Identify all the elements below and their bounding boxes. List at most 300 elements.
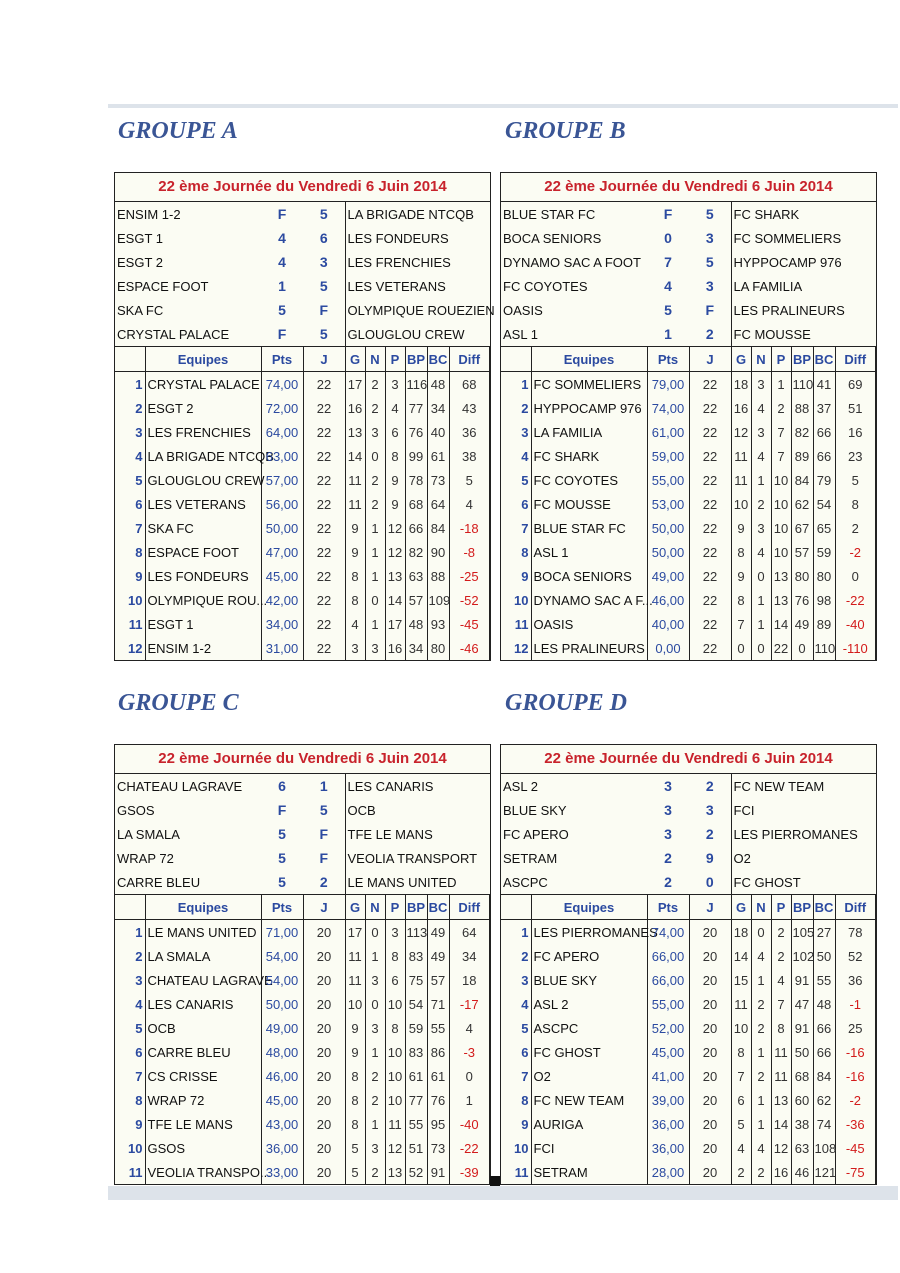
- team-name: OLYMPIQUE ROU...: [145, 588, 261, 612]
- losses: 10: [771, 492, 791, 516]
- away-team: VEOLIA TRANSPORT: [345, 846, 490, 870]
- away-team: LES FRENCHIES: [345, 250, 490, 274]
- standings-row: [115, 588, 490, 612]
- away-team: FC NEW TEAM: [731, 774, 876, 798]
- rank: 5: [501, 468, 531, 492]
- goal-diff: -52: [449, 588, 490, 612]
- column-header: Pts: [647, 347, 689, 372]
- goals-for: 0: [791, 636, 813, 660]
- team-name: LES CANARIS: [145, 992, 261, 1016]
- team-name: DYNAMO SAC A F...: [531, 588, 647, 612]
- wins: 7: [731, 1064, 751, 1088]
- wins: 4: [345, 612, 365, 636]
- column-header: Equipes: [145, 347, 261, 372]
- team-name: ENSIM 1-2: [145, 636, 261, 660]
- match-row: [501, 798, 876, 822]
- goals-against: 108: [813, 1136, 835, 1160]
- points: 59,00: [647, 444, 689, 468]
- goal-diff: 8: [835, 492, 876, 516]
- losses: 10: [385, 1040, 405, 1064]
- played: 20: [303, 1160, 345, 1184]
- away-score: 5: [705, 206, 714, 222]
- losses: 8: [385, 1016, 405, 1040]
- points: 50,00: [261, 992, 303, 1016]
- goal-diff: -110: [835, 636, 876, 660]
- goal-diff: -40: [835, 612, 876, 636]
- losses: 14: [385, 588, 405, 612]
- draws: 2: [365, 1064, 385, 1088]
- rank: 9: [115, 1112, 145, 1136]
- rank: 7: [501, 516, 531, 540]
- rank: 3: [501, 420, 531, 444]
- match-row: [115, 226, 490, 250]
- goal-diff: 23: [835, 444, 876, 468]
- goals-for: 46: [791, 1160, 813, 1184]
- team-name: FC APERO: [531, 944, 647, 968]
- goals-for: 62: [791, 492, 813, 516]
- away-score: 5: [319, 802, 328, 818]
- played: 20: [303, 920, 345, 945]
- match-row: [115, 774, 490, 798]
- home-team: BLUE SKY: [503, 802, 567, 818]
- goals-against: 62: [813, 1088, 835, 1112]
- matchday-header: 22 ème Journée du Vendredi 6 Juin 2014: [501, 173, 876, 202]
- goals-for: 76: [791, 588, 813, 612]
- losses: 22: [771, 636, 791, 660]
- points: 61,00: [647, 420, 689, 444]
- goals-for: 82: [405, 540, 427, 564]
- draws: 2: [751, 1016, 771, 1040]
- goal-diff: -45: [835, 1136, 876, 1160]
- losses: 3: [385, 920, 405, 945]
- draws: 1: [751, 1088, 771, 1112]
- team-name: BLUE SKY: [531, 968, 647, 992]
- rank: 5: [115, 468, 145, 492]
- match-row: [501, 226, 876, 250]
- goals-for: 82: [791, 420, 813, 444]
- goal-diff: -8: [449, 540, 490, 564]
- away-team: FCI: [731, 798, 876, 822]
- goals-against: 80: [813, 564, 835, 588]
- played: 22: [689, 372, 731, 397]
- matches-table: [115, 202, 495, 346]
- match-row: [115, 202, 490, 226]
- column-header: Equipes: [531, 347, 647, 372]
- goals-for: 49: [791, 612, 813, 636]
- wins: 5: [345, 1160, 365, 1184]
- losses: 4: [771, 968, 791, 992]
- points: 45,00: [261, 564, 303, 588]
- matches-table: [115, 774, 490, 894]
- losses: 13: [771, 564, 791, 588]
- rank: 5: [115, 1016, 145, 1040]
- played: 22: [689, 396, 731, 420]
- points: 64,00: [261, 420, 303, 444]
- goals-for: 54: [405, 992, 427, 1016]
- away-score: 2: [705, 326, 714, 342]
- draws: 2: [751, 492, 771, 516]
- wins: 13: [345, 420, 365, 444]
- team-name: LES FONDEURS: [145, 564, 261, 588]
- home-score: 7: [664, 254, 672, 270]
- home-score: 3: [664, 802, 672, 818]
- goals-against: 49: [427, 944, 449, 968]
- goal-diff: -2: [835, 540, 876, 564]
- losses: 6: [385, 420, 405, 444]
- column-header: G: [345, 347, 365, 372]
- away-score: 2: [705, 778, 714, 794]
- goals-for: 78: [405, 468, 427, 492]
- losses: 10: [385, 992, 405, 1016]
- match-row: [115, 870, 490, 894]
- draws: 2: [365, 492, 385, 516]
- standings-row: [501, 1160, 876, 1184]
- away-team: FC SOMMELIERS: [731, 226, 876, 250]
- rank: 2: [501, 944, 531, 968]
- away-team: O2: [731, 846, 876, 870]
- goals-for: 48: [405, 612, 427, 636]
- draws: 4: [751, 444, 771, 468]
- standings-row: [115, 540, 490, 564]
- rank: 3: [115, 968, 145, 992]
- away-team: LE MANS UNITED: [345, 870, 490, 894]
- draws: 0: [365, 588, 385, 612]
- losses: 11: [771, 1040, 791, 1064]
- goals-for: 105: [791, 920, 813, 945]
- standings-row: [501, 540, 876, 564]
- match-row: [501, 250, 876, 274]
- draws: 1: [751, 1112, 771, 1136]
- match-row: [501, 298, 876, 322]
- column-header: BP: [791, 347, 813, 372]
- goals-against: 74: [813, 1112, 835, 1136]
- goals-against: 121: [813, 1160, 835, 1184]
- standings-row: [501, 492, 876, 516]
- goals-against: 80: [427, 636, 449, 660]
- losses: 8: [385, 444, 405, 468]
- wins: 9: [345, 540, 365, 564]
- goals-for: 57: [405, 588, 427, 612]
- wins: 3: [345, 636, 365, 660]
- standings-row: [501, 636, 876, 660]
- away-score: 6: [319, 230, 328, 246]
- losses: 11: [385, 1112, 405, 1136]
- goals-against: 55: [813, 968, 835, 992]
- played: 22: [303, 468, 345, 492]
- team-name: FC SHARK: [531, 444, 647, 468]
- matchday-header: 22 ème Journée du Vendredi 6 Juin 2014: [115, 173, 490, 202]
- standings-row: [501, 588, 876, 612]
- wins: 8: [731, 540, 751, 564]
- match-row: [501, 774, 876, 798]
- played: 20: [303, 992, 345, 1016]
- team-name: OCB: [145, 1016, 261, 1040]
- played: 20: [303, 1016, 345, 1040]
- losses: 7: [771, 444, 791, 468]
- standings-row: [115, 1088, 490, 1112]
- points: 79,00: [647, 372, 689, 397]
- team-name: VEOLIA TRANSPO...: [145, 1160, 261, 1184]
- team-name: LA FAMILIA: [531, 420, 647, 444]
- match-row: [115, 798, 490, 822]
- column-header: Diff: [449, 895, 490, 920]
- points: 28,00: [647, 1160, 689, 1184]
- away-score: 3: [705, 230, 714, 246]
- rank: 8: [115, 1088, 145, 1112]
- wins: 14: [345, 444, 365, 468]
- draws: 4: [751, 1136, 771, 1160]
- page-marker: [490, 1176, 500, 1186]
- team-name: ESGT 2: [145, 396, 261, 420]
- team-name: CARRE BLEU: [145, 1040, 261, 1064]
- goals-against: 76: [427, 1088, 449, 1112]
- draws: 3: [365, 420, 385, 444]
- goals-for: 91: [791, 1016, 813, 1040]
- away-team: HYPPOCAMP 976: [731, 250, 876, 274]
- team-name: LES FRENCHIES: [145, 420, 261, 444]
- goals-for: 63: [791, 1136, 813, 1160]
- points: 0,00: [647, 636, 689, 660]
- points: 74,00: [647, 396, 689, 420]
- away-score: 5: [705, 254, 714, 270]
- wins: 10: [731, 1016, 751, 1040]
- points: 45,00: [261, 1088, 303, 1112]
- goal-diff: -40: [449, 1112, 490, 1136]
- home-score: 4: [664, 278, 672, 294]
- team-name: LES PRALINEURS: [531, 636, 647, 660]
- rank: 6: [115, 492, 145, 516]
- away-team: TFE LE MANS: [345, 822, 490, 846]
- goals-against: 55: [427, 1016, 449, 1040]
- losses: 4: [385, 396, 405, 420]
- match-row: [501, 822, 876, 846]
- goals-for: 99: [405, 444, 427, 468]
- goals-against: 59: [813, 540, 835, 564]
- points: 66,00: [647, 944, 689, 968]
- rank: 4: [501, 992, 531, 1016]
- matchday-header: 22 ème Journée du Vendredi 6 Juin 2014: [115, 745, 490, 774]
- team-name: LES VETERANS: [145, 492, 261, 516]
- column-header: P: [771, 347, 791, 372]
- played: 20: [689, 968, 731, 992]
- goals-against: 41: [813, 372, 835, 397]
- draws: 1: [365, 564, 385, 588]
- wins: 5: [345, 1136, 365, 1160]
- rank: 4: [115, 992, 145, 1016]
- column-header: Diff: [449, 347, 490, 372]
- draws: 2: [365, 372, 385, 397]
- wins: 16: [345, 396, 365, 420]
- wins: 8: [345, 588, 365, 612]
- home-score: 3: [664, 826, 672, 842]
- goals-against: 98: [813, 588, 835, 612]
- rank: 3: [115, 420, 145, 444]
- wins: 8: [731, 1040, 751, 1064]
- rank: 8: [115, 540, 145, 564]
- rank: 12: [115, 636, 145, 660]
- away-score: F: [319, 826, 329, 842]
- goal-diff: 0: [835, 564, 876, 588]
- standings-row: [115, 1064, 490, 1088]
- team-name: ASL 2: [531, 992, 647, 1016]
- column-header: G: [731, 895, 751, 920]
- played: 20: [303, 1112, 345, 1136]
- team-name: GLOUGLOU CREW: [145, 468, 261, 492]
- goals-for: 51: [405, 1136, 427, 1160]
- goals-against: 48: [427, 372, 449, 397]
- points: 36,00: [647, 1136, 689, 1160]
- goals-against: 66: [813, 1040, 835, 1064]
- team-name: ASCPC: [531, 1016, 647, 1040]
- wins: 0: [731, 636, 751, 660]
- home-score: 0: [664, 230, 672, 246]
- losses: 9: [385, 468, 405, 492]
- standings-row: [501, 396, 876, 420]
- away-score: F: [319, 302, 329, 318]
- wins: 10: [731, 492, 751, 516]
- played: 22: [303, 636, 345, 660]
- losses: 7: [771, 420, 791, 444]
- goals-against: 73: [427, 468, 449, 492]
- wins: 11: [345, 492, 365, 516]
- goal-diff: 52: [835, 944, 876, 968]
- team-name: FC MOUSSE: [531, 492, 647, 516]
- goal-diff: -1: [835, 992, 876, 1016]
- standings-table: [501, 346, 876, 660]
- team-name: FC SOMMELIERS: [531, 372, 647, 397]
- losses: 12: [385, 1136, 405, 1160]
- losses: 13: [385, 564, 405, 588]
- goals-against: 66: [813, 444, 835, 468]
- team-name: LA BRIGADE NTCQB: [145, 444, 261, 468]
- goals-for: 66: [405, 516, 427, 540]
- losses: 12: [771, 1136, 791, 1160]
- losses: 10: [771, 516, 791, 540]
- match-row: [501, 870, 876, 894]
- goal-diff: -16: [835, 1040, 876, 1064]
- losses: 12: [385, 516, 405, 540]
- points: 39,00: [647, 1088, 689, 1112]
- standings-header: [501, 895, 876, 920]
- goals-against: 27: [813, 920, 835, 945]
- goals-for: 47: [791, 992, 813, 1016]
- losses: 1: [771, 372, 791, 397]
- wins: 8: [345, 564, 365, 588]
- rank: 6: [501, 492, 531, 516]
- team-name: HYPPOCAMP 976: [531, 396, 647, 420]
- group-d-panel: [500, 744, 877, 1185]
- goals-against: 95: [427, 1112, 449, 1136]
- played: 22: [303, 564, 345, 588]
- points: 42,00: [261, 588, 303, 612]
- goals-for: 80: [791, 564, 813, 588]
- goals-against: 61: [427, 444, 449, 468]
- home-score: 5: [278, 874, 286, 890]
- played: 20: [689, 1040, 731, 1064]
- goals-for: 63: [405, 564, 427, 588]
- team-name: FC NEW TEAM: [531, 1088, 647, 1112]
- wins: 2: [731, 1160, 751, 1184]
- goals-against: 66: [813, 420, 835, 444]
- draws: 1: [365, 612, 385, 636]
- away-team: LA FAMILIA: [731, 274, 876, 298]
- points: 43,00: [261, 1112, 303, 1136]
- team-name: SETRAM: [531, 1160, 647, 1184]
- played: 20: [303, 968, 345, 992]
- points: 50,00: [261, 516, 303, 540]
- losses: 14: [771, 612, 791, 636]
- goal-diff: 34: [449, 944, 490, 968]
- draws: 3: [365, 636, 385, 660]
- rank: 1: [501, 372, 531, 397]
- rank: 10: [115, 588, 145, 612]
- goal-diff: 0: [449, 1064, 490, 1088]
- standings-row: [501, 420, 876, 444]
- standings-row: [501, 468, 876, 492]
- goal-diff: 5: [449, 468, 490, 492]
- group-c-panel: [114, 744, 491, 1185]
- goals-for: 102: [791, 944, 813, 968]
- home-team: CHATEAU LAGRAVE: [117, 778, 243, 794]
- column-header: G: [731, 347, 751, 372]
- matchday-header: 22 ème Journée du Vendredi 6 Juin 2014: [501, 745, 876, 774]
- team-name: WRAP 72: [145, 1088, 261, 1112]
- standings-row: [115, 968, 490, 992]
- points: 63,00: [261, 444, 303, 468]
- points: 49,00: [647, 564, 689, 588]
- rank: 5: [501, 1016, 531, 1040]
- goals-for: 55: [405, 1112, 427, 1136]
- draws: 1: [751, 968, 771, 992]
- played: 20: [303, 1064, 345, 1088]
- away-team: LES PRALINEURS: [731, 298, 876, 322]
- losses: 10: [771, 540, 791, 564]
- goals-against: 50: [813, 944, 835, 968]
- team-name: SKA FC: [145, 516, 261, 540]
- rank: 2: [501, 396, 531, 420]
- column-header: Diff: [835, 895, 876, 920]
- points: 40,00: [647, 612, 689, 636]
- draws: 1: [751, 1040, 771, 1064]
- losses: 16: [385, 636, 405, 660]
- goal-diff: 68: [449, 372, 490, 397]
- draws: 1: [365, 540, 385, 564]
- draws: 1: [751, 588, 771, 612]
- standings-row: [115, 920, 490, 945]
- standings-row: [501, 444, 876, 468]
- goal-diff: 43: [449, 396, 490, 420]
- wins: 9: [731, 564, 751, 588]
- played: 22: [689, 492, 731, 516]
- played: 20: [689, 992, 731, 1016]
- goal-diff: -45: [449, 612, 490, 636]
- team-name: BLUE STAR FC: [531, 516, 647, 540]
- home-team: CARRE BLEU: [117, 874, 201, 890]
- losses: 14: [771, 1112, 791, 1136]
- column-header: N: [751, 347, 771, 372]
- away-team: LES VETERANS: [345, 274, 490, 298]
- wins: 8: [345, 1088, 365, 1112]
- rank: 2: [115, 396, 145, 420]
- wins: 11: [345, 944, 365, 968]
- goal-diff: 1: [449, 1088, 490, 1112]
- group-c-title: GROUPE C: [118, 690, 239, 716]
- rank: 4: [501, 444, 531, 468]
- column-header: BC: [427, 347, 449, 372]
- rank: 8: [501, 1088, 531, 1112]
- goals-against: 79: [813, 468, 835, 492]
- home-team: SKA FC: [117, 302, 164, 318]
